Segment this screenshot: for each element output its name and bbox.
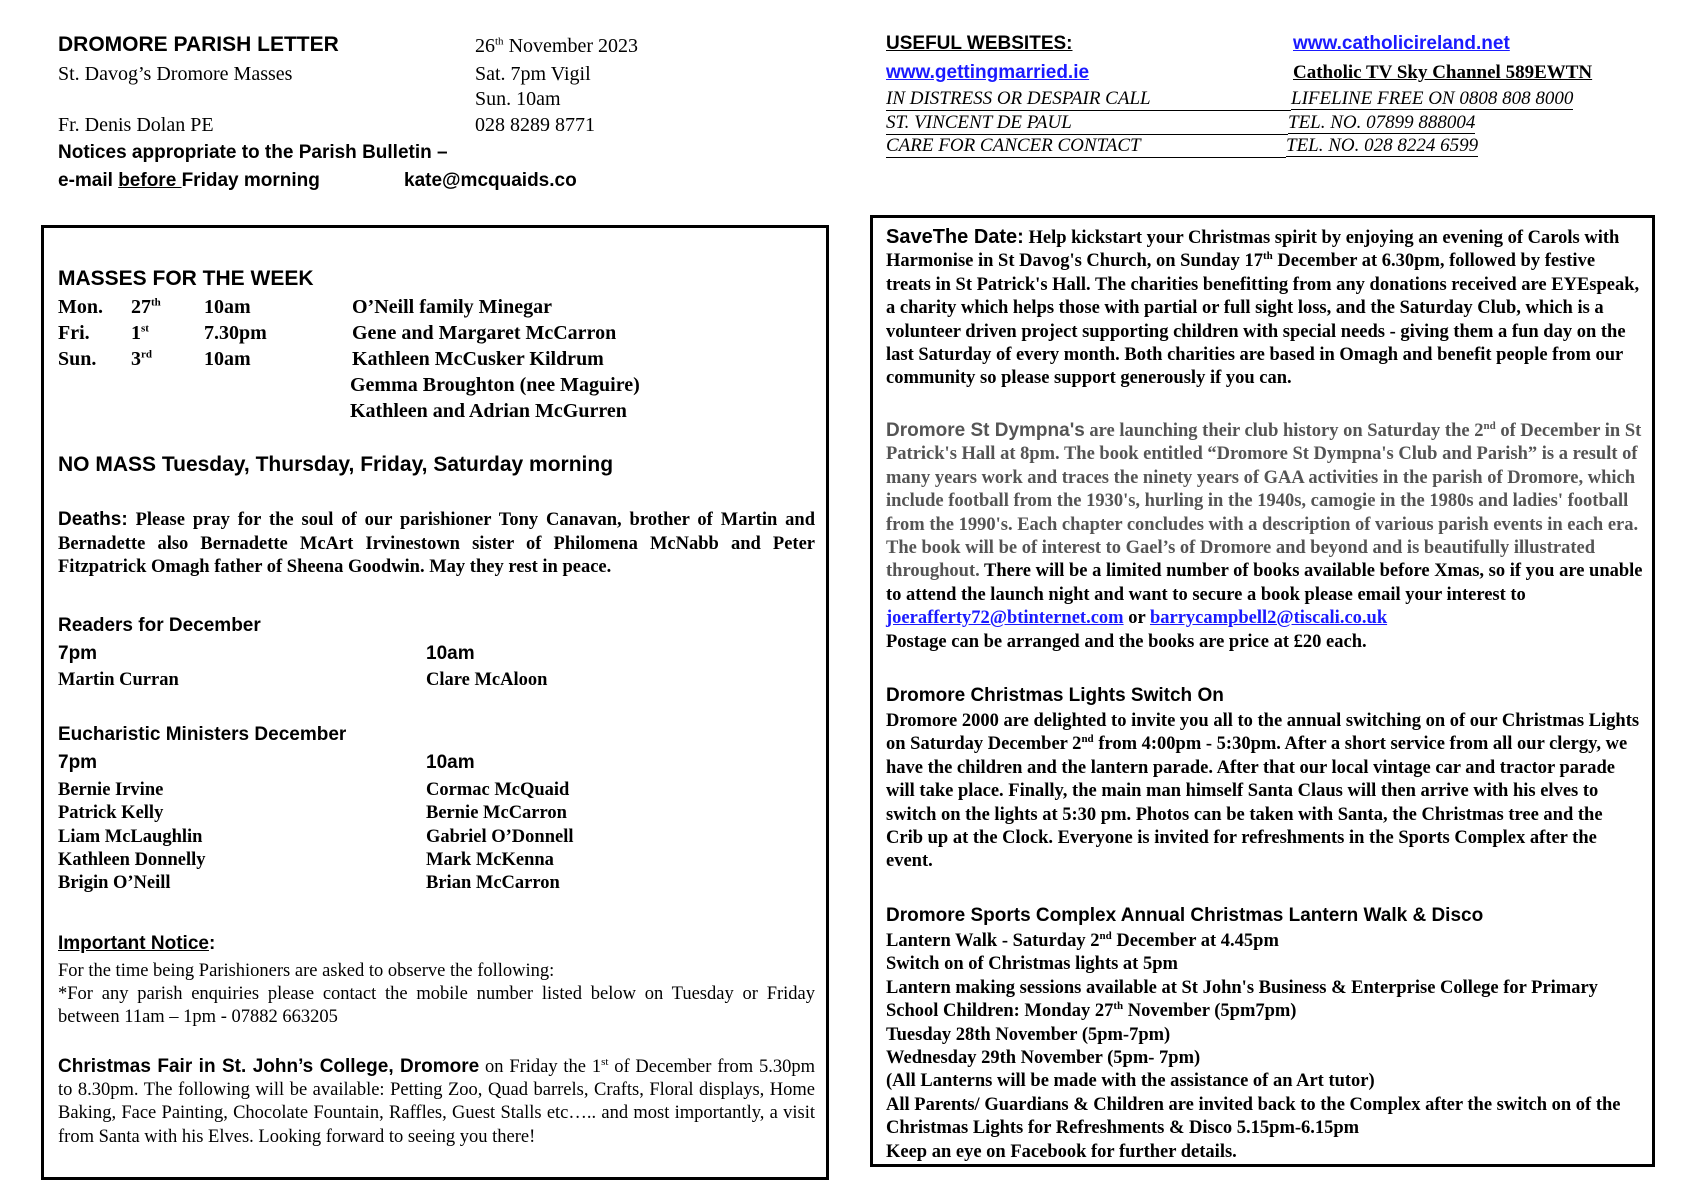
minister-name: Gabriel O’Donnell <box>426 826 574 847</box>
catholicireland-link[interactable]: www.catholicireland.net <box>1293 33 1510 54</box>
mass-day: Fri. <box>58 322 90 344</box>
gettingmarried-link[interactable]: www.gettingmarried.ie <box>886 62 1090 83</box>
masses-heading: MASSES FOR THE WEEK <box>58 267 314 290</box>
em-10am-list <box>426 779 574 895</box>
minister-name: Cormac McQuaid <box>426 780 570 800</box>
bulletin-email[interactable]: kate@mcquaids.co <box>404 170 577 191</box>
mass-date: 3rd <box>131 348 152 370</box>
minister-name: Mark McKenna <box>426 849 554 870</box>
em-7pm-list <box>58 779 206 895</box>
phone-number: 028 8289 8771 <box>475 114 595 136</box>
lifeline-row: IN DISTRESS OR DESPAIR CALL LIFELINE FREE ON 0808 808 8000 <box>886 88 1574 109</box>
dympna-notice: Dromore St Dympna's are launching their club history on Saturday the 2nd of December in St Patrick's Hall at 8pm. The book entitled “Dromore St Dympna's Club and Parish” is a result of many years work and traces the ninety years of GAA activities in the parish of Dromore, which include football from the 1930's, hurling in the 1940s, camogie in the 1980s and ladies' football from the 1990's. Each chapter concludes with a description of various parish events in each era. The book will be of interest to Gael’s of Dromore and beyond and is beautifully illustrated throughout. There will be a limited number of books available before Xmas, so if you are unable to attend the launch night and want to secure a book please email your interest to joerafferty72@btinternet.com or barrycampbell2@tiscali.co.uk Postage can be arranged and the books are price at £20 each. <box>886 419 1643 652</box>
mass-day: Mon. <box>58 296 103 318</box>
mass-intention: Gene and Margaret McCarron <box>352 322 617 344</box>
mass-time: 10am <box>204 348 251 370</box>
em-10am-label: 10am <box>426 752 475 773</box>
cancer-row: CARE FOR CANCER CONTACT TEL. NO. 028 8224 6599 <box>886 135 1479 156</box>
email-barrycampbell-link[interactable]: barrycampbell2@tiscali.co.uk <box>1149 608 1388 629</box>
mass-date: 1st <box>131 322 149 344</box>
mass-intention: Gemma Broughton (nee Maguire) <box>350 374 640 396</box>
minister-name: Kathleen Donnelly <box>58 849 206 870</box>
important-notice-heading: Important Notice: <box>58 933 216 954</box>
reader-10am: Clare McAloon <box>426 670 548 690</box>
minister-name: Bernie McCarron <box>426 803 567 824</box>
mass-intention: O’Neill family Minegar <box>352 296 552 318</box>
mass-time: 7.30pm <box>204 322 267 344</box>
no-mass-notice: NO MASS Tuesday, Thursday, Friday, Saturday morning <box>58 453 614 476</box>
mass-time: 10am <box>204 296 251 318</box>
letter-date: 26th November 2023 <box>475 35 638 57</box>
email-line: e-mail before Friday morning <box>58 170 320 191</box>
readers-10am-label: 10am <box>426 643 475 664</box>
catholic-tv: Catholic TV Sky Channel 589EWTN <box>1293 62 1593 83</box>
lantern-heading: Dromore Sports Complex Annual Christmas Lantern Walk & Disco <box>886 905 1484 926</box>
minister-name: Bernie Irvine <box>58 780 164 800</box>
christmas-fair-notice: Christmas Fair in St. John’s College, Dromore on Friday the 1st of December from 5.30pm to 8.30pm. The following will be available: Petting Zoo, Quad barrels, Crafts, Floral displays, Home Baking, Face Painting, Chocolate Fountain, Raffles, Guest Stalls etc….. and most importantly, a visit from Santa with his Elves. Looking forward to seeing you there! <box>58 1055 815 1147</box>
reader-7pm: Martin Curran <box>58 670 179 690</box>
page-title: DROMORE PARISH LETTER <box>58 33 339 56</box>
mass-intention: Kathleen and Adrian McGurren <box>350 400 627 422</box>
minister-name: Liam McLaughlin <box>58 826 203 847</box>
em-heading: Eucharistic Ministers December <box>58 724 347 745</box>
lights-heading: Dromore Christmas Lights Switch On <box>886 685 1224 706</box>
websites-heading: USEFUL WEBSITES: <box>886 33 1073 54</box>
sat-vigil: Sat. 7pm Vigil <box>475 63 591 85</box>
sun-mass: Sun. 10am <box>475 88 561 110</box>
important-notice-body: For the time being Parishioners are asked to observe the following: *For any parish enquiries please contact the mobile number listed below on Tuesday or Friday between 11am – 1pm - 07882 663205 <box>58 961 815 1028</box>
minister-name: Brigin O’Neill <box>58 873 171 894</box>
minister-name: Brian McCarron <box>426 873 560 894</box>
svdp-row: ST. VINCENT DE PAUL TEL. NO. 07899 888004 <box>886 112 1476 133</box>
lantern-notice: Lantern Walk - Saturday 2nd December at 4.45pm Switch on of Christmas lights at 5pm Lantern making sessions available at St John's Business & Enterprise College for Primary School Children: Monday 27th November (5pm7pm) Tuesday 28th November (5pm-7pm) Wednesday 29th November (5pm- 7pm) (All Lanterns will be made with the assistance of an Art tutor) All Parents/ Guardians & Children are invited back to the Complex after the switch on of the Christmas Lights for Refreshments & Disco 5.15pm-6.15pm Keep an eye on Facebook for further details. <box>886 929 1621 1162</box>
notices-line: Notices appropriate to the Parish Bulletin – <box>58 142 448 163</box>
mass-intention: Kathleen McCusker Kildrum <box>352 348 604 370</box>
deaths-notice: Deaths: Please pray for the soul of our parishioner Tony Canavan, brother of Martin and Bernadette also Bernadette McArt Irvinestown sister of Philomena McNabb and Peter Fitzpatrick Omagh father of Sheena Goodwin. May they rest in peace. <box>58 509 815 577</box>
email-joerafferty-link[interactable]: joerafferty72@btinternet.com <box>886 608 1124 629</box>
em-7pm-label: 7pm <box>58 752 98 773</box>
priest-name: Fr. Denis Dolan PE <box>58 114 214 136</box>
minister-name: Patrick Kelly <box>58 803 164 824</box>
lights-notice: Dromore 2000 are delighted to invite you all to the annual switching on of our Christmas Lights on Saturday December 2nd from 4:00pm - 5:30pm. After a short service from all our clergy, we have the children and the lantern parade. After that our local vintage car and tractor parade will take place. Finally, the main man himself Santa Claus will then arrive with his elves to switch on the lights at 5:30 pm. Photos can be taken with Santa, the Christmas tree and the Crib up at the Clock. Everyone is invited for refreshments in the Sports Complex after the event. <box>886 711 1640 872</box>
readers-heading: Readers for December <box>58 615 261 636</box>
mass-day: Sun. <box>58 348 97 370</box>
save-the-date: SaveThe Date: Help kickstart your Christmas spirit by enjoying an evening of Carols with Harmonise in St Davog's Church, on Sunday 17th December at 6.30pm, followed by festive treats in St Patrick's Hall. The charities benefitting from any donations received are EYEspeak, a charity which helps those with partial or full sight loss, and the Saturday Club, which is a volunteer driven project supporting children with special needs - giving them a fun day on the last Saturday of every month. Both charities are based in Omagh and benefit people from our community so please support generously if you can. <box>886 226 1640 389</box>
readers-7pm-label: 7pm <box>58 643 98 664</box>
mass-date: 27th <box>131 296 161 318</box>
masses-label: St. Davog’s Dromore Masses <box>58 63 293 85</box>
